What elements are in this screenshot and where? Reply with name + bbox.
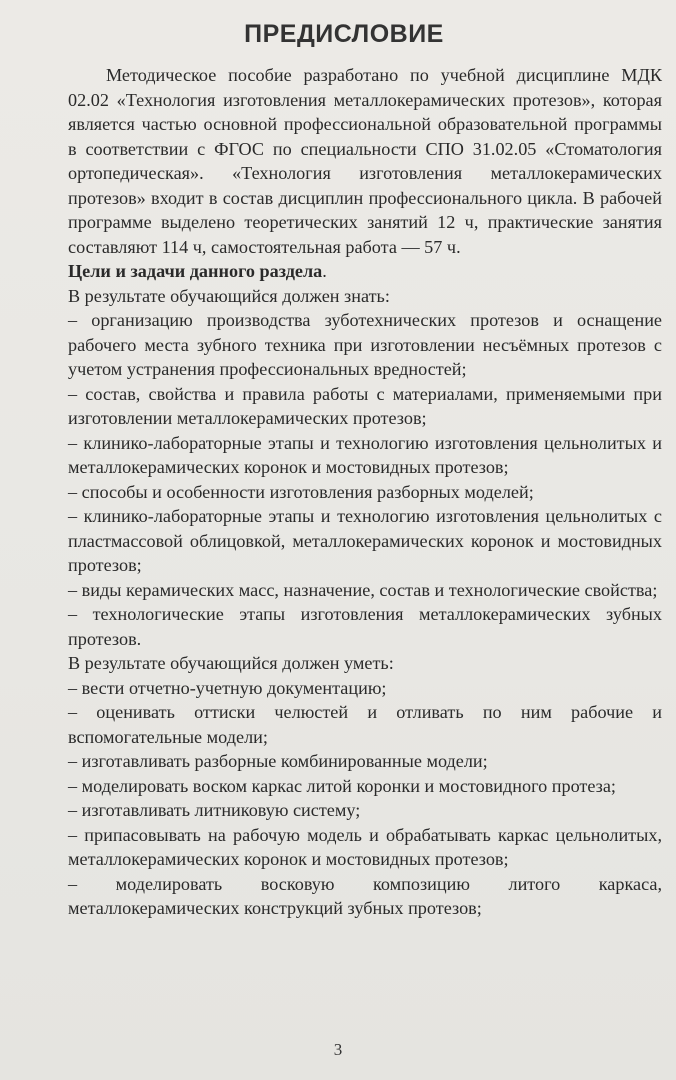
- page-content: [68, 63, 663, 921]
- intro-rest: МДК 02.02 «Технология изготовления металлокерамических протезов», которая является частью основной профессиональной образовательной программы в соответствии с ФГОС по специальности СПО 31.02.05 «Стоматология ортопедическая». «Технология изготовления металлокерамических протезов» входит в состав дисциплин профессионального цикла. В рабочей программе выделено теоретических занятий 12 ч, практические занятия составляют 114 ч, самостоятельная работа — 57 ч.: [68, 65, 663, 257]
- list-item: – клинико-лабораторные этапы и технологию изготовления цельнолитых и металлокерамических коронок и мостовидных протезов;: [68, 432, 662, 477]
- goals-heading-line: Цели и задачи данного раздела.: [68, 261, 327, 281]
- list-item: – изготавливать разборные комбинированные модели;: [68, 751, 488, 771]
- list-item: – клинико-лабораторные этапы и технологию изготовления цельнолитых с пластмассовой облицовкой, металлокерамических коронок и мостовидных протезов;: [68, 506, 662, 575]
- list-item: – припасовывать на рабочую модель и обрабатывать каркас цельнолитых, металлокерамических коронок и мостовидных протезов;: [68, 824, 662, 869]
- know-intro: [68, 284, 662, 309]
- list-item: – технологические этапы изготовления металлокерамических зубных протезов.: [68, 604, 662, 649]
- know-list: [68, 308, 662, 651]
- section-heading: Цели и задачи данного раздела: [68, 261, 323, 281]
- can-list: [68, 676, 662, 921]
- can-intro-text: В результате обучающийся должен уметь:: [68, 653, 394, 673]
- list-item: – оценивать оттиски челюстей и отливать по ним рабочие и вспомогательные модели;: [68, 702, 662, 747]
- can-intro: [68, 651, 662, 676]
- list-item: – способы и особенности изготовления разборных моделей;: [68, 481, 534, 502]
- list-item: – изготавливать литниковую систему;: [68, 800, 361, 820]
- page-number: 3: [333, 1040, 343, 1059]
- intro-first-line: Методическое пособие разработано по учебной дисциплине: [106, 65, 610, 85]
- list-item: – моделировать воском каркас литой коронки и мостовидного протеза;: [68, 775, 616, 796]
- list-item: – моделировать восковую композицию литого каркаса, металлокерамических конструкций зубных протезов;: [68, 873, 662, 918]
- list-item: – вести отчетно-учетную документацию;: [68, 677, 387, 698]
- list-item: – организацию производства зуботехнических протезов и оснащение рабочего места зубного техника при изготовлении несъёмных протезов с учетом устранения профессиональных вредностей;: [68, 310, 662, 379]
- intro-paragraph: [68, 63, 662, 259]
- page-title: ПРЕДИСЛОВИЕ: [244, 20, 444, 48]
- list-item: – состав, свойства и правила работы с материалами, применяемыми при изготовлении металлокерамических протезов;: [68, 383, 662, 428]
- know-intro-text: В результате обучающийся должен знать:: [68, 285, 390, 306]
- list-item: – виды керамических масс, назначение, состав и технологические свойства;: [68, 579, 658, 600]
